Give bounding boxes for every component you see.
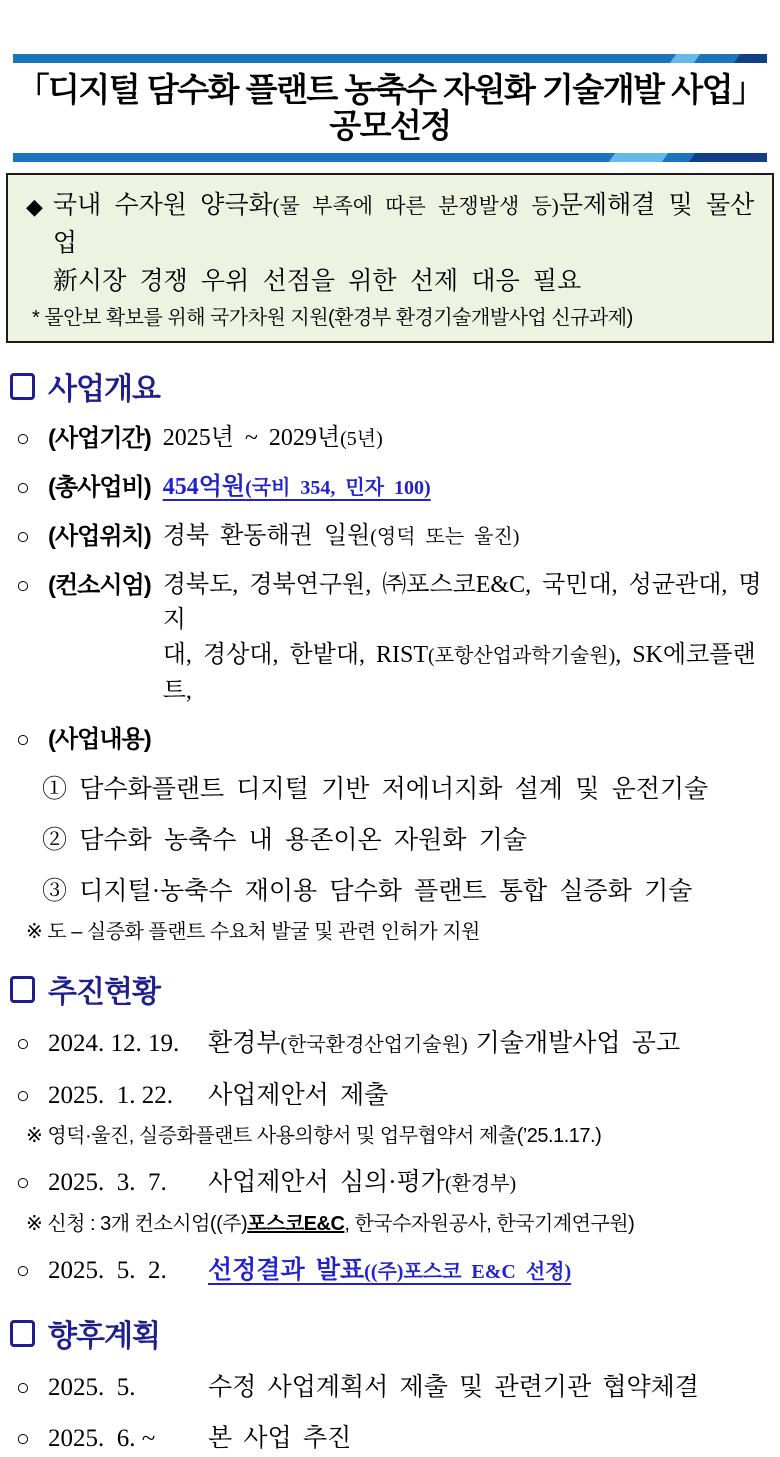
applicants-note-post: , 한국수자원공사, 한국기계연구원) bbox=[344, 1213, 635, 1235]
content-list-item-3: ③ 디지털·농축수 재이용 담수화 플랜트 통합 실증화 기술 bbox=[42, 878, 693, 905]
progress-note-applicants bbox=[26, 1210, 780, 1238]
progress-row-evaluation bbox=[16, 1165, 780, 1202]
circle-bullet-icon: ○ bbox=[16, 1426, 30, 1451]
circle-bullet-icon: ○ bbox=[16, 426, 30, 451]
bar-light-segment-icon bbox=[670, 54, 700, 63]
square-bullet-icon bbox=[10, 976, 35, 1003]
progress-date: 2025. 3. 7. bbox=[48, 1169, 167, 1196]
top-margin bbox=[0, 0, 780, 54]
future-row-project-start bbox=[16, 1421, 780, 1457]
bar-light-segment-icon bbox=[609, 153, 668, 162]
circle-bullet-icon: ○ bbox=[16, 1031, 30, 1056]
circle-bullet-icon: ○ bbox=[16, 475, 30, 500]
content-note: ※ 도 – 실증화 플랜트 수요처 발굴 및 관련 인허가 지원 bbox=[26, 921, 480, 943]
circle-bullet-icon: ○ bbox=[16, 1170, 30, 1195]
page-title: 「디지털 담수화 플랜트 농축수 자원화 기술개발 사업」 공모선정 bbox=[16, 71, 764, 144]
item-label: (컨소시엄) bbox=[48, 572, 151, 599]
period-value: 2025년 ~ 2029년 bbox=[162, 425, 341, 451]
consortium-line1: 경북도, 경북연구원, ㈜포스코E&C, 국민대, 성균관대, 명지 bbox=[162, 572, 762, 633]
square-bullet-icon bbox=[10, 1320, 35, 1347]
future-text: 본 사업 추진 bbox=[208, 1425, 352, 1452]
consortium-line2: 대, 경상대, 한밭대, RIST bbox=[162, 642, 429, 668]
item-value bbox=[163, 519, 780, 555]
section-overview-heading bbox=[10, 364, 780, 408]
item-label: (총사업비) bbox=[48, 474, 151, 501]
overview-item-period bbox=[16, 421, 780, 457]
progress-date: 2025. 1. 22. bbox=[48, 1082, 173, 1109]
overview-item-budget bbox=[16, 470, 780, 506]
square-bullet-icon bbox=[10, 373, 35, 400]
future-date: 2025. 6. ~ bbox=[48, 1425, 156, 1452]
item-label: (사업기간) bbox=[48, 425, 151, 452]
consortium-line2-tail: , SK에코플랜트, bbox=[162, 642, 756, 704]
progress-text bbox=[208, 1165, 780, 1202]
section-progress-heading bbox=[10, 967, 780, 1011]
future-row-plan-submission bbox=[16, 1370, 780, 1406]
progress-note-loi bbox=[26, 1122, 780, 1150]
highlight-line1-paren: (물 부족에 따른 분쟁발생 등) bbox=[272, 194, 559, 218]
selection-result-link[interactable] bbox=[208, 1257, 571, 1284]
overview-item-location bbox=[16, 519, 780, 555]
highlight-text bbox=[22, 187, 760, 301]
progress-row-announcement bbox=[16, 1026, 780, 1063]
circle-bullet-icon: ○ bbox=[16, 1375, 30, 1400]
highlight-line1-a: 국내 수자원 양극화 bbox=[52, 192, 273, 219]
item-label: (사업내용) bbox=[48, 726, 151, 753]
bottom-decoration-bar bbox=[13, 153, 767, 162]
bar-navy-segment-icon bbox=[734, 54, 767, 63]
circle-bullet-icon: ○ bbox=[16, 727, 30, 752]
applicants-note-posco: 포스코E&C bbox=[247, 1213, 345, 1235]
location-value: 경북 환동해권 일원 bbox=[162, 523, 371, 549]
content-list-item-1: ① 담수화플랜트 디지털 기반 저에너지화 설계 및 운전기술 bbox=[42, 776, 709, 803]
progress-text-paren: (한국환경산업기술원) bbox=[280, 1034, 468, 1056]
future-text: 수정 사업계획서 제출 및 관련기관 협약체결 bbox=[208, 1374, 699, 1401]
diamond-bullet-icon: ◆ bbox=[26, 194, 43, 219]
circle-bullet-icon: ○ bbox=[16, 524, 30, 549]
progress-text-tail: 기술개발사업 공고 bbox=[475, 1030, 681, 1057]
progress-text-paren: (환경부) bbox=[444, 1173, 517, 1195]
progress-note-date: (’25.1.17.) bbox=[516, 1125, 602, 1147]
budget-link[interactable] bbox=[163, 474, 431, 500]
progress-text bbox=[208, 1026, 780, 1063]
progress-text bbox=[208, 1253, 780, 1290]
circle-bullet-icon: ○ bbox=[16, 1083, 30, 1108]
progress-text-main: 환경부 bbox=[208, 1030, 281, 1057]
section-progress-label: 추진현황 bbox=[48, 976, 160, 1009]
item-value bbox=[163, 470, 780, 506]
item-label: (사업위치) bbox=[48, 523, 151, 550]
highlight-line2: 新시장 경쟁 우위 선점을 위한 선제 대응 필요 bbox=[52, 268, 582, 295]
top-decoration-bar bbox=[13, 54, 767, 63]
selection-result-text: 선정결과 발표 bbox=[208, 1257, 365, 1284]
progress-text: 사업제안서 제출 bbox=[208, 1082, 389, 1109]
progress-text-main: 사업제안서 심의·평가 bbox=[208, 1169, 445, 1196]
circle-bullet-icon: ○ bbox=[16, 1258, 30, 1283]
progress-row-selection bbox=[16, 1253, 780, 1290]
progress-row-proposal bbox=[16, 1078, 780, 1114]
highlight-line1-b: 문제해결 및 물산업 bbox=[52, 192, 755, 257]
applicants-note-pre: ※ 신청 : 3개 컨소시엄((주) bbox=[26, 1213, 248, 1235]
overview-item-consortium bbox=[16, 568, 780, 709]
highlight-footnote: * 물안보 확보를 위해 국가차원 지원(환경부 환경기술개발사업 신규과제) bbox=[32, 307, 633, 329]
content-list-item-2: ② 담수화 농축수 내 용존이온 자원화 기술 bbox=[42, 827, 527, 854]
period-value-paren: (5년) bbox=[340, 428, 383, 450]
location-value-paren: (영덕 또는 울진) bbox=[370, 526, 520, 548]
budget-breakdown: (국비 354, 민자 100) bbox=[245, 477, 431, 499]
section-future-label: 향후계획 bbox=[48, 1320, 160, 1353]
section-future-heading bbox=[10, 1311, 780, 1355]
progress-date: 2024. 12. 19. bbox=[48, 1030, 180, 1057]
overview-item-content bbox=[16, 722, 780, 757]
future-date: 2025. 5. bbox=[48, 1374, 136, 1401]
circle-bullet-icon: ○ bbox=[16, 573, 30, 598]
section-overview-label: 사업개요 bbox=[48, 373, 160, 406]
item-value bbox=[163, 568, 780, 709]
selection-result-paren: ((주)포스코 E&C 선정) bbox=[364, 1261, 572, 1283]
highlight-box bbox=[6, 173, 774, 343]
bar-navy-segment-icon bbox=[688, 153, 767, 162]
highlight-body bbox=[53, 187, 760, 301]
item-value bbox=[163, 421, 780, 457]
budget-amount: 454억원 bbox=[162, 474, 246, 500]
progress-note-text: ※ 영덕·울진, 실증화플랜트 사용의향서 및 업무협약서 제출 bbox=[26, 1125, 517, 1147]
progress-date: 2025. 5. 2. bbox=[48, 1257, 167, 1284]
consortium-line2-paren: (포항산업과학기술원) bbox=[428, 645, 616, 667]
